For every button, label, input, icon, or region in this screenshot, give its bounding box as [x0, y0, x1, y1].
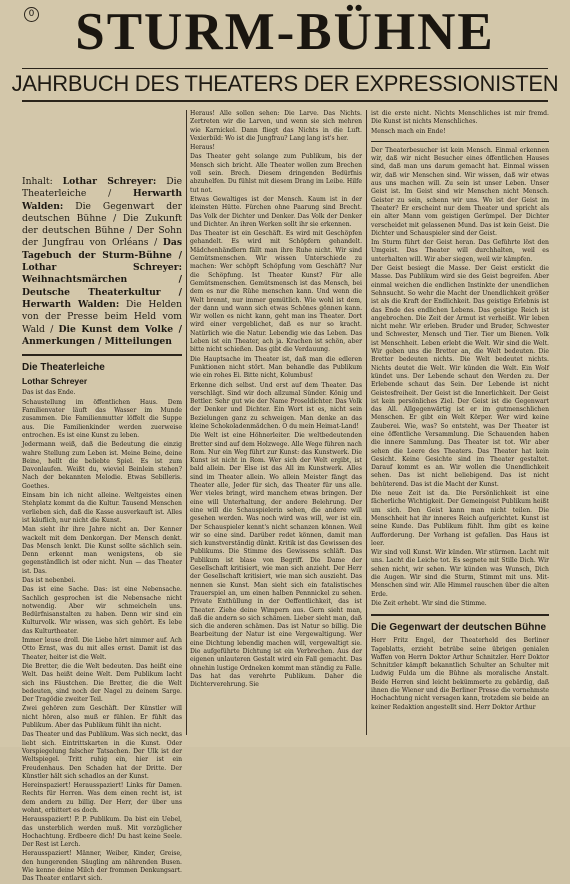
paragraph: Der Theaterbesucher ist kein Mensch. Einmal erkennen wir, daß wir nicht Besucher eines öffentlichen Hauses sind, daß man uns darum gemacht hat. Einmal wissen wir, daß wir Menschen sind. Wir wissen, daß wir etwas aus uns machen will. Zu sein ist unser Leben. Unser Geist ist. Im Geist sind wir Menschen nicht Mensch. Geister zu sein, schenn wir uns. Wo ist der Geist im Theater? Er erscheint nur dem Theater und spricht als ein alter Mann vom geistigen Gerümpel. Der Dichter verscheidet mit gelassenen Mund. Das ist kein Geist. Die Dichter und Schauspieler sind der Geist. — [371, 146, 549, 237]
paragraph: Das ist nebenbei. — [22, 576, 76, 584]
paragraph: Die Hauptsache im Theater ist, daß man die edleren Funktionen nicht stört. Man behandle das Publikum wie ein rohes Ei. Bitte nicht, Kolumbus! — [190, 355, 362, 380]
paragraph: Zwei gehören zum Geschäft. Der Künstler will nicht hören, also muß er fühlen. Er fühlt das Publikum. Aber das Publikum fühlt ihn nicht. — [22, 705, 182, 730]
paragraph: Das ist das Ende. — [22, 389, 76, 397]
paragraph: Etwas Gewaltiges ist der Mensch. Kaum ist in der kleinsten Hütte. Fürchen ohne Paarung sind Brecht. Das Volk der Dichter und Denker. Das Volk der Denker und Dichter. An ihren Werken sollt ihr sie erkennen. — [190, 195, 362, 228]
paragraph: Der Geist besiegt die Masse. Der Geist erstickt die Masse. Das Publikum wird sie des Geist begreifen. Aber einmal weichen die endlichen Instinkte der unendlichen Sehnsucht. So wehr die Macht der Unendlichkeit größer ist als die Kraft der Endlichkeit. Das geistige Erlebnis ist das Ende des endlichen Lebens. Das geistige Reich ist angebrochen. Die Zeit der Armut ist verheißt. Wir leben nicht mehr. Wir erleben. Bruder und Bruder, Schwester und Schwester, Mensch und Tier. Tier um Bienen. Volk ist Menschheit. Leben erlebt die Welt. Wir sind die Welt. Wir geben uns die Bretter an, die Welt bedeuten. Die Bretter bedeuten nichts. Die Welt bedeutet nichts. Nichts deutet die Welt. Wir künden die Welt. Ein Wolf kündet uns. Der Lebende schaut den Werden zu. Der Erlebende schaut das Sein. Der Lebende ist nicht Geistesfreiheit. Der Geist ist die Innerlichkeit. Der Geist ist kein persönliches Ziel. Der Geist ist die Gegenwart das All. Allgegenwärtig ist er im gutmenschlichen Menschen. Er gibt ein Welt Körper. Wer wird keine Zauberei. Wie, was? So entsteht, was Der Theater ist eine öffentliche Versammlung. Die Schauenden haben die innere Sammlung. Das Theater ist tot. Wir aber sehen die Leere des Theaters. Das Theater hat kein Gesicht. Keine Gesichte sind im Theater gestaltet. Darauf kommt es an. Wir wollen die Unendlichkeit sehen. Das ist nicht beliebigend. Das ist nicht behüterend. Das ist die Macht der Kunst. — [371, 265, 549, 488]
paragraph: Das Theater und das Publikum. Was sich neckt, das liebt sich. Eintrittskarten in die Kunst. Oder Vorspiegelung falscher Tatsachen. Der Ulk ist der Weltspiegel. Tritt ruhig ein, hier ist ein Freudenhaus. Den Schaden hat der Dritte. Der Künstler hält sich schadlos an der Kunst. — [22, 731, 182, 780]
paragraph: Die neue Zeit ist da. Die Persönlichkeit ist eine fächerliche Wichtigkeit. Der Gemeingeist Publikum heißt um sich. Den Geist kann man nicht teilen. Die Menschheit hat ihr inneres Reich aufgerichtet. Kunst ist seine Kunde. Das Publikum fühlt. Ihm gibt es keine Aufforderung. Der Vorhang ist gefallen. Das Haus ist leer. — [371, 490, 549, 547]
paragraph: Das ist eine Sache. Das: ist eine Nebensache. Sachlich gesprochen ist die Nebensache nicht notwendig. Aber wir schmeicheln uns. Bedürfnisanstalten zu haben. Denn wir sind ein Kulturvolk. Wir wissen, was sich gehört. Es lebe das Kulturtheater. — [22, 586, 182, 635]
toc-entry: Herwarth Walden: — [22, 188, 182, 212]
section-rule — [371, 141, 549, 142]
toc-entry: Das Tagebuch der Sturm-Bühne / Lothar Schreyer: Weihnachtsmärchen / Deutsche Theaterkultur / Herwarth Walden: — [22, 237, 182, 310]
paragraph: Das Theater geht solange zum Publikum, bis der Mensch sich bricht. Alle Theater wollen zum Brechen voll sein. Brech. Diesem dringenden Bedürfnis abzuhelfen. Du fühlst mit diesem Drang im Leibe. Hilfe tut not. — [190, 153, 362, 194]
masthead-rule-bottom — [22, 100, 548, 102]
paragraph: Die Welt ist eine Höhnerleiter. Die weltbedeutenden Bretter sind auf dem Holzwege. Alle Wege führen nach Rom. Nur ein Weg führt zur Kunst: das Kunstwerk. Die Kunst ist nicht in Rom. Wer sich der Welt ergibt, ist bald allein. Der Else ist das All im Kunstwerk. Alles sind im Theater allein. Wo allein Meister fängt das Theater alle, Jeder für sich, das Theater für uns alle. Wer vieles bringt, wird manchem etwas bringen. Der eine will Unterhaltung, der andere Belehrung. Der eine will die Schauspielerin sehen, die andere will gesehen werden. Was noch wird was will, wer ist ein. Der Schauspieler kennt's nicht schanzen können. Weil wir so eine sind. Darüber redet können, damit man sich kunstverständig dünkt. Kritik ist das Gewissen des Publikums. Die Stimme des Gewissens schläft. Das Publikum ist blase von Begriff. Die Dame der Gesellschaft kritisiert, wie man sich anzieht. Der Herr der Gesellschaft kritisiert, wie man sich auszieht. Das nennen sie Kunst. Man sieht sich ein fatalistisches Trauerspiel an, um einen halben Pennnickel zu sehen. Private Enthüllung in der Oeffentlichkeit, das ist Theater. Ziehe deine Wimpern aus. Gern sieht man, daß die andern so sich schämen. Lieber sieht man, daß sich die anderen schämen. Das ist Natur so billig. Die Bearbeitung der Natur ist eine Vergewaltigung. Wer eine Dichtung lebendig machen will, vergewaltigt sie. Die aufgeführte Dichtung ist ein Verbrechen. Aus der eigenen unlauteren Gestalt wird ein Fall gemacht. Das ohnehin lustige Ordneken kommt man ständig zu Falle. Das hat das verehrte Publikum. Daher die Dichterverehrung. Sie — [190, 432, 362, 689]
article-body — [22, 389, 182, 883]
article-author: Lothar Schreyer — [22, 376, 88, 387]
paragraph: Herausspaziert! P. P. Publikum. Da bist ein Uebel, das unsterblich werden muß. Mit vorzüglicher Hochachtung. Erdbeere dich! Du hast keine Seele. Der Rest ist Lerch. — [22, 816, 182, 849]
column-3 — [371, 110, 549, 737]
section-rule — [371, 614, 549, 616]
masthead-rule-top — [22, 68, 548, 69]
article-body-end — [371, 110, 549, 136]
paragraph: Heraus! Alle sollen sehen: Die Larve. Das Nichts. Zertreten wir die Larven, und wenn sie sich mehren wie Karnickel. Dann fliegt das Nichts in die Luft. Vexierbild: Wo ist die Jungfrau? Lang lang ist's her. — [190, 110, 362, 142]
article-body-continued-2 — [371, 147, 549, 608]
article-title: Die Theaterleiche — [22, 362, 105, 374]
paragraph: Man sieht ihr ihre Jahre nicht an. Der Kenner wackelt mit dem Denkorgan. Der Mensch denkt. Das Mensch lenkt. Die Kunst sollte sächlich sein. Denn erkennt man wenigstens, ob sie gegenständlich ist oder nicht. Nun — das Theater ist. Das. — [22, 526, 182, 575]
table-of-contents — [22, 176, 182, 348]
section-body — [371, 637, 549, 712]
masthead-subtitle: JAHRBUCH DES THEATERS DER EXPRESSIONISTEN — [11, 71, 559, 96]
toc-entry: Die Theaterleiche / — [22, 176, 183, 200]
paragraph: Schaustellung im öffentlichen Haus. Dem Familienvater läuft das Wasser im Munde zusammen. Die Familienmutter löffelt die Suppe aus. Die Familienkinder werden zuerweise entrochen. Es ist eine Kunst zu leben. — [22, 398, 182, 439]
column-divider — [186, 110, 187, 735]
toc-lead: Inhalt: — [22, 176, 53, 187]
column-2 — [190, 110, 362, 737]
paragraph: Hereinspaziert! Herausspaziert! Links für Damen. Rechts für Herren. Was dem einen recht ist, ist dem andern zu billig. Der Herr, der über uns wohnt, erbittert es doch. — [22, 782, 182, 814]
paragraph: Im Sturm führt der Geist heran. Das Geführte löst den Umgeist. Das Theater will durchhalten, weil es unterhalten will. Wir aber siegen, weil wir kämpfen. — [371, 239, 549, 263]
paragraph: Herr Fritz Engel, der Theaterheld des Berliner Tageblatts, erzieht betrübe seine übrigen genialen Waffen von Herrn Doktor Arthur Schnitzler. Herr Doktor Schnitzler kämpft bekanntlich Schulter an Schulter mit Ludwig Fulda um die Bühne als moralische Anstalt. Beide Herren sind leicht bekümmerte zu gebärdig, daß ihnen die Wiener und die Berliner Presse die vornehmste Hochachtung nicht versagen kann, trotzdem sie beide an keiner Redaktion angestellt sind. Herr Doktor Arthur — [371, 637, 549, 711]
paragraph: Immer leuse droll. Die Liebe hört nimmer auf. Ach Otto Ernst, was du mit alles ernst. Damit ist das Theater, heiter ist die Welt. — [22, 637, 182, 661]
paragraph: Einsam bin ich nicht alleine. Weltgeistes einen Stehplatz kommt da die Kultur. Tausend Menschen verlieben sich, daß die Kasse ausverkauft ist. Alles ist käuflich, nur nicht die Kunst. — [22, 492, 182, 524]
paragraph: Erkenne dich selbst. Und erst auf dem Theater. Das verschlägt. Sind wir doch allzumal Sünder. König und Bettler. Sehr gut wie der Name Proseldichter. Das Volk der Denker und Dichter. Ein Wort ist es, nicht sein Bezielungen ganz zu schweigen. Man denke an das kleine Schokoladenmädchen. O du mein Heimat-Land! — [190, 381, 362, 430]
paragraph: ist die erste nicht. Nichts Menschliches ist mir fremd. Die Kunst ist nichts Menschliches. — [371, 110, 549, 126]
column-divider — [366, 110, 367, 735]
paragraph: Heraus! — [190, 144, 215, 152]
page-number: 0 — [24, 7, 39, 22]
section-title: Die Gegenwart der deutschen Bühne — [371, 622, 547, 634]
paragraph: Die Zeit erhebt. Wir sind die Stimme. — [371, 599, 487, 607]
masthead-title: STURM-BÜHNE — [75, 3, 495, 61]
section-rule — [22, 354, 182, 356]
toc-entry: Die Helden von der Presse beim Held vom Wald / — [22, 298, 182, 335]
toc-entry: Die Gegenwart der deutschen Bühne / Die Zukunft der deutschen Bühne / Der Sohn der Jungfrau von Orléans / — [22, 200, 182, 249]
article-body-continued — [190, 110, 362, 689]
toc-entry: Lothar Schreyer: — [62, 176, 157, 187]
paragraph: Das Theater ist ein Geschäft. Es wird mit Geschöpfen gehandelt. Es wird mit Schöpfern gehandelt. Mädchenhändlern fällt man ihre Ruhe nicht. Wir sind Gemütsmenschen. Wir wissen Unterschiede zu machen: Wer schöpft Schöpfung vom Geschäft? Nur die Schöpfung. Ist Theater Kunst? Für alle Gemütsmenschen. Gemütsmensch ist das Mensch, bei dem es nur die Rühe menschen kann. Und wenn die Welt brennt, nur immer gemütlich. Wie wohl ist dem, der dann und wann sich etwas Schönes gönnen kann. Wir wollen es nicht kann, geht man ins Theater. Dort wird einer vergeblichet, daß es nur so kracht. Natürlich wie die Natur. Lebendig wie das Leben. Das Leben ist ein Theater, ach ja. Krachen ist schön, aber bitte nicht schießen. Das gibt die Verdauung. — [190, 230, 362, 354]
toc-entry: Die Kunst dem Volke / Anmerkungen / Mitteilungen — [22, 323, 182, 347]
column-1 — [22, 110, 183, 883]
paragraph: Wir sind voll Kunst. Wir künden. Wir stürmen. Lacht mit uns. Lacht die Leiche tot. Es segnete mit Stille Dich. Wir sehen nicht, wir sehen. Wir künden was Wunsch, Dich die Augen. Wir sind die Sturm, Stimmt mit uns. Mit-Menschen sind wir. Alle Himmel rauschen über die alten Erde. — [371, 549, 549, 598]
paragraph: Die Bretter, die die Welt bedeuten. Das heißt eine Welt. Das heißt deine Welt. Dem Publikum lacht sich ins Fäustchen. Die Bretter, die die Welt bedeuten, sind noch der Nagel zu deinem Sarge. Der Tragödie zweiter Teil. — [22, 662, 182, 704]
paragraph: Herausspaziert! Männer, Weiber, Kinder, Greise, den hungerenden Säugling am nährenden Busen. Wie kenne deine Milch der frommen Denkungsart. Das Theater entlarvt sich. — [22, 850, 182, 883]
toc-entries — [22, 176, 182, 347]
paragraph: Mensch mach ein Ende! — [371, 127, 446, 135]
paragraph: Jedermann weiß, daß die Bedeutung die einzig wahre Stellung zum Leben ist. Meine Beine, deine Beine, hellt die beliebte Spiel. Es ist zum Davonlaufen. Weißt du, wieviel Beinlein stehen? Nach der bekannten Melodie. Etwas Sebilleris. Goethes. — [22, 441, 182, 490]
